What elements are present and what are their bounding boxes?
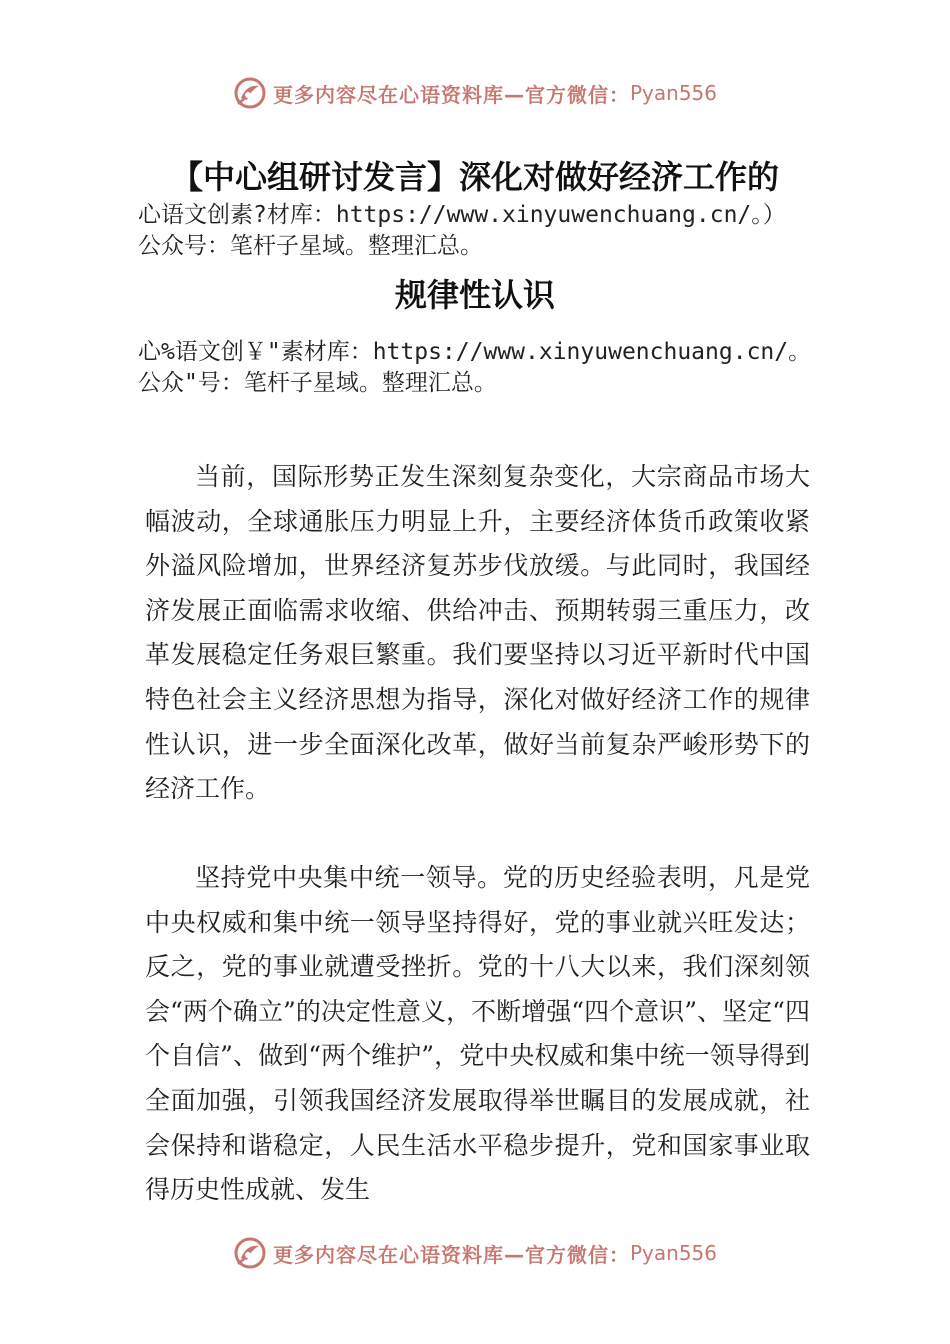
source-note-1-line-1: 心语文创素?材库：https://www.xinyuwenchuang.cn/。）	[138, 202, 786, 228]
body-paragraph-1: 当前，国际形势正发生深刻复杂变化，大宗商品市场大幅波动，全球通胀压力明显上升，主要经济体货币政策收紧外溢风险增加，世界经济复苏步伐放缓。与此同时，我国经济发展正面临需求收缩、供给冲击、预期转弱三重压力，改革发展稳定任务艰巨繁重。我们要坚持以习近平新时代中国特色社会主义经济思想为指导，深化对做好经济工作的规律性认识，进一步全面深化改革，做好当前复杂严峻形势下的经济工作。	[145, 462, 810, 804]
title-line-1: 【中心组研讨发言】深化对做好经济工作的	[170, 158, 779, 196]
footer-banner	[0, 1233, 950, 1273]
banner-text: 更多内容尽在心语资料库—官方微信：	[272, 82, 630, 107]
source-note-2	[138, 337, 928, 399]
body-paragraph-2: 坚持党中央集中统一领导。党的历史经验表明，凡是党中央权威和集中统一领导坚持得好，党的事业就兴旺发达；反之，党的事业就遭受挫折。党的十八大以来，我们深刻领会“两个确立”的决定性意义，不断增强“四个意识”、坚定“四个自信”、做到“两个维护”，党中央权威和集中统一领导得到全面加强，引领我国经济发展取得举世瞩目的发展成就，社会保持和谐稳定，人民生活水平稳步提升，党和国家事业取得历史性成就、发生	[145, 863, 810, 1205]
source-note-2-line-1: 心%语文创￥"素材库：https://www.xinyuwenchuang.cn/。	[138, 339, 812, 365]
footer-banner-text: 更多内容尽在心语资料库—官方微信：	[272, 1242, 630, 1267]
banner-wechat-id: Pyan556	[629, 81, 717, 105]
header-banner	[0, 73, 950, 113]
source-note-1	[138, 200, 928, 262]
xinyu-logo-icon	[233, 1236, 267, 1270]
footer-banner-wechat-id: Pyan556	[629, 1241, 717, 1265]
source-note-1-line-2: 公众号：笔杆子星域。整理汇总。	[138, 233, 483, 259]
source-note-2-line-2: 公众"号：笔杆子星域。整理汇总。	[138, 370, 497, 396]
xinyu-logo-icon	[233, 76, 267, 110]
title-line-2: 规律性认识	[394, 276, 555, 314]
